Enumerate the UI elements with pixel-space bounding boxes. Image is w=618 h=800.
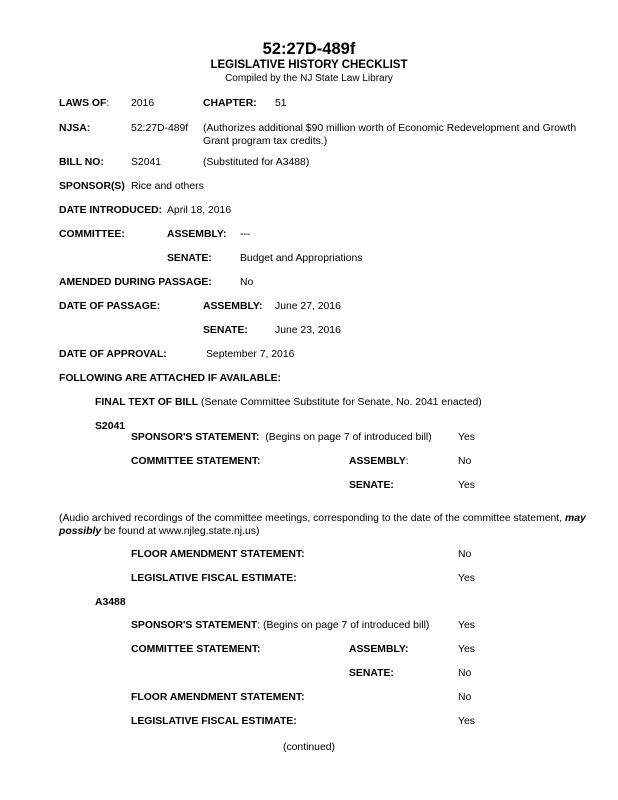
- laws-of-value: 2016: [131, 98, 155, 109]
- statute-number: 52:27D-489f: [262, 40, 356, 58]
- audio-note-emphasis: may possibly: [59, 513, 586, 537]
- committee-senate-value: Budget and Appropriations: [240, 253, 363, 264]
- a3488-senate-label: SENATE:: [349, 668, 394, 679]
- amended-value: No: [240, 277, 254, 288]
- continued-note: (continued): [283, 742, 335, 753]
- a3488-floor-value: No: [458, 692, 472, 703]
- bill-no-value: S2041: [131, 157, 162, 168]
- document-title: LEGISLATIVE HISTORY CHECKLIST: [210, 59, 408, 71]
- final-text-line: [95, 396, 482, 409]
- committee-label: COMMITTEE:: [59, 229, 125, 240]
- s2041-sponsor-statement: SPONSOR'S STATEMENT: (Begins on page 7 of introduced bill): [131, 432, 432, 443]
- date-introduced-value: April 18, 2016: [167, 205, 232, 216]
- s2041-senate-label: SENATE:: [349, 480, 394, 491]
- chapter-label: CHAPTER:: [203, 98, 257, 109]
- final-text-label: FINAL TEXT OF BILL: [95, 397, 199, 408]
- compiled-by: Compiled by the NJ State Law Library: [225, 73, 393, 84]
- passage-assembly-label: ASSEMBLY:: [203, 301, 263, 312]
- committee-assembly-value: ---: [240, 229, 251, 240]
- amended-label: AMENDED DURING PASSAGE:: [59, 277, 212, 288]
- bill-no-label: BILL NO:: [59, 157, 104, 168]
- bill-no-note: (Substituted for A3488): [203, 157, 310, 168]
- s2041-sponsor-value: Yes: [458, 432, 475, 443]
- a3488-sponsor-statement: SPONSOR'S STATEMENT: (Begins on page 7 of introduced bill): [131, 620, 430, 631]
- audio-note: (Audio archived recordings of the committee meetings, corresponding to the date of the committee statement, may possibly be found at www.njleg.state.nj.us): [59, 513, 586, 537]
- committee-assembly-label: ASSEMBLY:: [167, 229, 227, 240]
- final-text-note: (Senate Committee Substitute for Senate, No. 2041 enacted): [201, 397, 482, 408]
- s2041-fiscal-value: Yes: [458, 573, 475, 584]
- s2041-committee-label: COMMITTEE STATEMENT:: [131, 456, 261, 467]
- s2041-senate-value: Yes: [458, 480, 475, 491]
- a3488-fiscal-label: LEGISLATIVE FISCAL ESTIMATE:: [131, 716, 297, 727]
- a3488-sponsor-value: Yes: [458, 620, 475, 631]
- s2041-heading: S2041: [95, 421, 126, 432]
- sponsors-label: SPONSOR(S): [59, 181, 125, 192]
- njsa-description: (Authorizes additional $90 million worth of Economic Redevelopment and Growth Grant program tax credits.): [203, 123, 577, 147]
- committee-senate-label: SENATE:: [167, 253, 212, 264]
- s2041-fiscal-label: LEGISLATIVE FISCAL ESTIMATE:: [131, 573, 297, 584]
- a3488-committee-label: COMMITTEE STATEMENT:: [131, 644, 261, 655]
- approval-label: DATE OF APPROVAL:: [59, 349, 167, 360]
- a3488-assembly-value: Yes: [458, 644, 475, 655]
- s2041-floor-label: FLOOR AMENDMENT STATEMENT:: [131, 549, 305, 560]
- njsa-value: 52:27D-489f: [131, 123, 189, 134]
- approval-value: September 7, 2016: [206, 349, 295, 360]
- s2041-assembly-label: ASSEMBLY:: [349, 456, 409, 467]
- a3488-heading: A3488: [95, 597, 126, 608]
- passage-label: DATE OF PASSAGE:: [59, 301, 161, 312]
- a3488-assembly-label: ASSEMBLY:: [349, 644, 409, 655]
- sponsors-value: Rice and others: [131, 181, 204, 192]
- laws-of-label: LAWS OF:: [59, 98, 110, 109]
- attached-heading: FOLLOWING ARE ATTACHED IF AVAILABLE:: [59, 373, 282, 384]
- njsa-label: NJSA:: [59, 123, 91, 134]
- passage-senate-label: SENATE:: [203, 325, 248, 336]
- a3488-fiscal-value: Yes: [458, 716, 475, 727]
- passage-senate-value: June 23, 2016: [275, 325, 341, 336]
- a3488-floor-label: FLOOR AMENDMENT STATEMENT:: [131, 692, 305, 703]
- passage-assembly-value: June 27, 2016: [275, 301, 341, 312]
- chapter-value: 51: [275, 98, 287, 109]
- a3488-senate-value: No: [458, 668, 472, 679]
- date-introduced-label: DATE INTRODUCED:: [59, 205, 163, 216]
- s2041-floor-value: No: [458, 549, 472, 560]
- s2041-assembly-value: No: [458, 456, 472, 467]
